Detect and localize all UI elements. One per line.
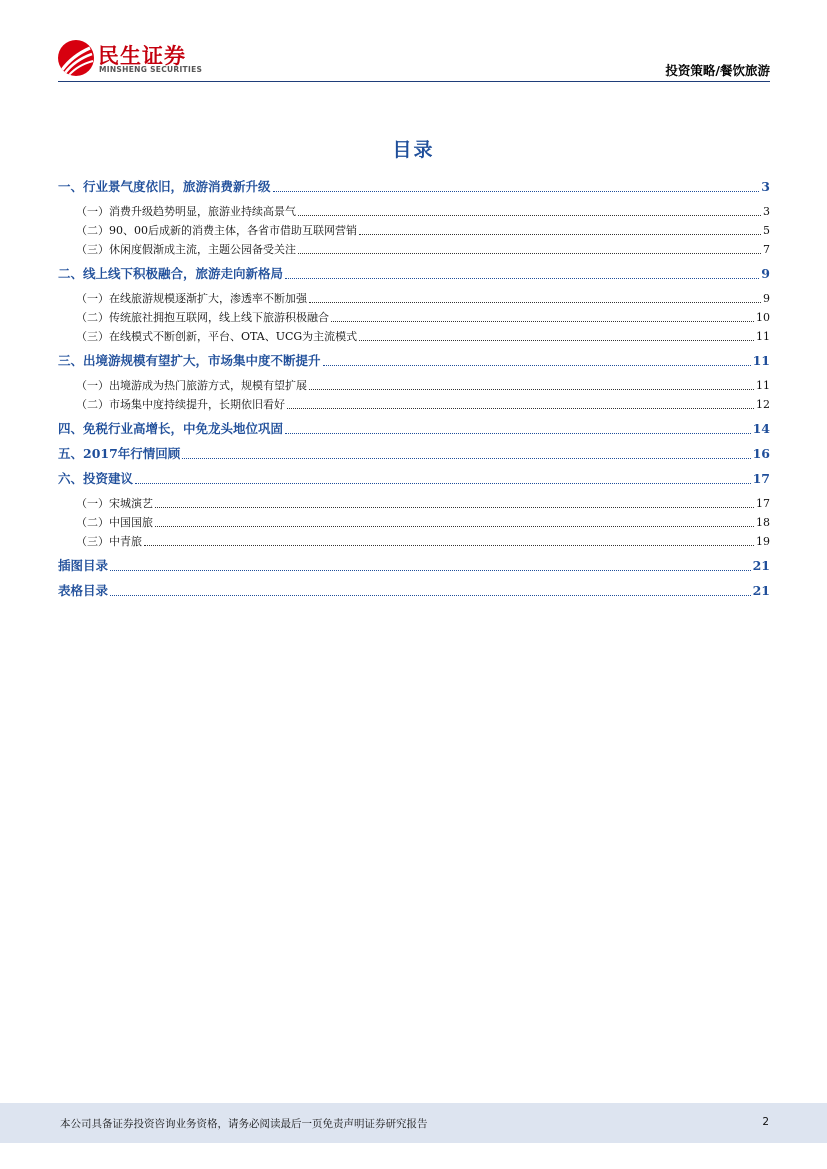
- minsheng-logo: [58, 38, 218, 78]
- toc-subsection-entry[interactable]: [58, 204, 770, 220]
- toc-dot-leader: [155, 507, 754, 508]
- toc-title: 目录: [392, 139, 435, 161]
- toc-subsection-entry[interactable]: [58, 534, 770, 550]
- toc-entry-page: 18: [756, 516, 770, 529]
- page-number: 2: [762, 1116, 769, 1128]
- toc-dot-leader: [287, 408, 754, 409]
- toc-dot-leader: [155, 526, 754, 527]
- toc-entry-page: 7: [763, 243, 770, 256]
- toc-subsection-entry[interactable]: [58, 310, 770, 326]
- toc-section-entry[interactable]: [58, 352, 770, 370]
- toc-subsection-entry[interactable]: [58, 397, 770, 413]
- toc-entry-label: （三）中青旅: [76, 535, 142, 548]
- toc-entry-page: 11: [756, 330, 770, 343]
- header-divider: [58, 81, 770, 82]
- toc-subsection-entry[interactable]: [58, 515, 770, 531]
- toc-entry-label: （三）休闲度假渐成主流，主题公园备受关注: [76, 243, 296, 256]
- logo-english-name: MINSHENG SECURITIES: [99, 65, 203, 74]
- toc-dot-leader: [309, 302, 761, 303]
- toc-entry-label: 六、投资建议: [58, 471, 134, 486]
- toc-subsection-entry[interactable]: [58, 378, 770, 394]
- report-type-label: 投资策略/餐饮旅游: [665, 63, 770, 78]
- toc-entry-label: 一、行业景气度依旧，旅游消费新升级: [58, 179, 271, 194]
- toc-entry-label: 二、线上线下积极融合，旅游走向新格局: [58, 266, 284, 281]
- toc-dot-leader: [331, 321, 754, 322]
- toc-entry-label: 四、免税行业高增长，中免龙头地位巩固: [58, 421, 284, 436]
- toc-entry-page: 11: [756, 379, 770, 392]
- minsheng-logo-icon: [58, 40, 94, 76]
- toc-entry-page: 9: [763, 292, 770, 305]
- toc-entry-label: （一）宋城演艺: [76, 497, 153, 510]
- toc-entry-page: 12: [756, 398, 770, 411]
- toc-dot-leader: [110, 570, 751, 571]
- toc-entry-page: 14: [752, 421, 770, 436]
- logo-name: 民生证券: [98, 44, 186, 68]
- toc-entry-page: 3: [761, 179, 770, 194]
- toc-section-entry[interactable]: [58, 420, 770, 438]
- toc-entry-page: 17: [756, 497, 770, 510]
- toc-dot-leader: [285, 433, 751, 434]
- toc-section-entry[interactable]: [58, 265, 770, 283]
- page-footer: [0, 1103, 827, 1143]
- toc-entry-page: 11: [752, 353, 770, 368]
- toc-dot-leader: [110, 595, 751, 596]
- toc-dot-leader: [298, 215, 761, 216]
- toc-subsection-entry[interactable]: [58, 242, 770, 258]
- toc-entry-label: 三、出境游规模有望扩大，市场集中度不断提升: [58, 353, 321, 368]
- toc-entry-page: 16: [752, 446, 770, 461]
- toc-section-entry[interactable]: [58, 557, 770, 575]
- toc-dot-leader: [309, 389, 754, 390]
- toc-entry-page: 21: [752, 583, 770, 598]
- toc-dot-leader: [135, 483, 751, 484]
- page-header: [58, 38, 770, 80]
- toc-section-entry[interactable]: [58, 582, 770, 600]
- footer-disclaimer: 本公司具备证券投资咨询业务资格，请务必阅读最后一页免责声明证券研究报告: [60, 1118, 428, 1130]
- toc-entry-label: （二）市场集中度持续提升，长期依旧看好: [76, 398, 285, 411]
- toc-entry-page: 3: [763, 205, 770, 218]
- toc-subsection-entry[interactable]: [58, 223, 770, 239]
- toc-dot-leader: [144, 545, 754, 546]
- toc-entry-page: 17: [752, 471, 770, 486]
- toc-dot-leader: [298, 253, 761, 254]
- toc-dot-leader: [323, 365, 751, 366]
- toc-dot-leader: [273, 191, 760, 192]
- toc-dot-leader: [182, 458, 750, 459]
- toc-subsection-entry[interactable]: [58, 291, 770, 307]
- toc-entry-label: （一）在线旅游规模逐渐扩大，渗透率不断加强: [76, 292, 307, 305]
- toc-entry-label: （二）传统旅社拥抱互联网，线上线下旅游积极融合: [76, 311, 329, 324]
- toc-entry-page: 21: [752, 558, 770, 573]
- toc-subsection-entry[interactable]: [58, 329, 770, 345]
- toc-entry-page: 19: [756, 535, 770, 548]
- toc-section-entry[interactable]: [58, 178, 770, 196]
- toc-entry-label: （一）消费升级趋势明显，旅游业持续高景气: [76, 205, 296, 218]
- toc-entry-page: 10: [756, 311, 770, 324]
- toc-entry-page: 5: [763, 224, 770, 237]
- toc-entry-label: （二）90、00后成新的消费主体，各省市借助互联网营销: [76, 224, 357, 237]
- toc-entry-label: （二）中国国旅: [76, 516, 153, 529]
- toc-subsection-entry[interactable]: [58, 496, 770, 512]
- toc-entry-label: 表格目录: [58, 583, 109, 598]
- toc-entry-label: 插图目录: [58, 558, 109, 573]
- toc-entry-label: 五、2017年行情回顾: [58, 446, 181, 461]
- toc-entry-page: 9: [761, 266, 770, 281]
- toc-section-entry[interactable]: [58, 445, 770, 463]
- toc-entry-label: （三）在线模式不断创新，平台、OTA、UCG为主流模式: [76, 330, 358, 343]
- toc-section-entry[interactable]: [58, 470, 770, 488]
- toc-dot-leader: [359, 234, 761, 235]
- toc-dot-leader: [285, 278, 759, 279]
- toc-dot-leader: [359, 340, 754, 341]
- toc-entry-label: （一）出境游成为热门旅游方式，规模有望扩展: [76, 379, 307, 392]
- table-of-contents: [58, 178, 770, 600]
